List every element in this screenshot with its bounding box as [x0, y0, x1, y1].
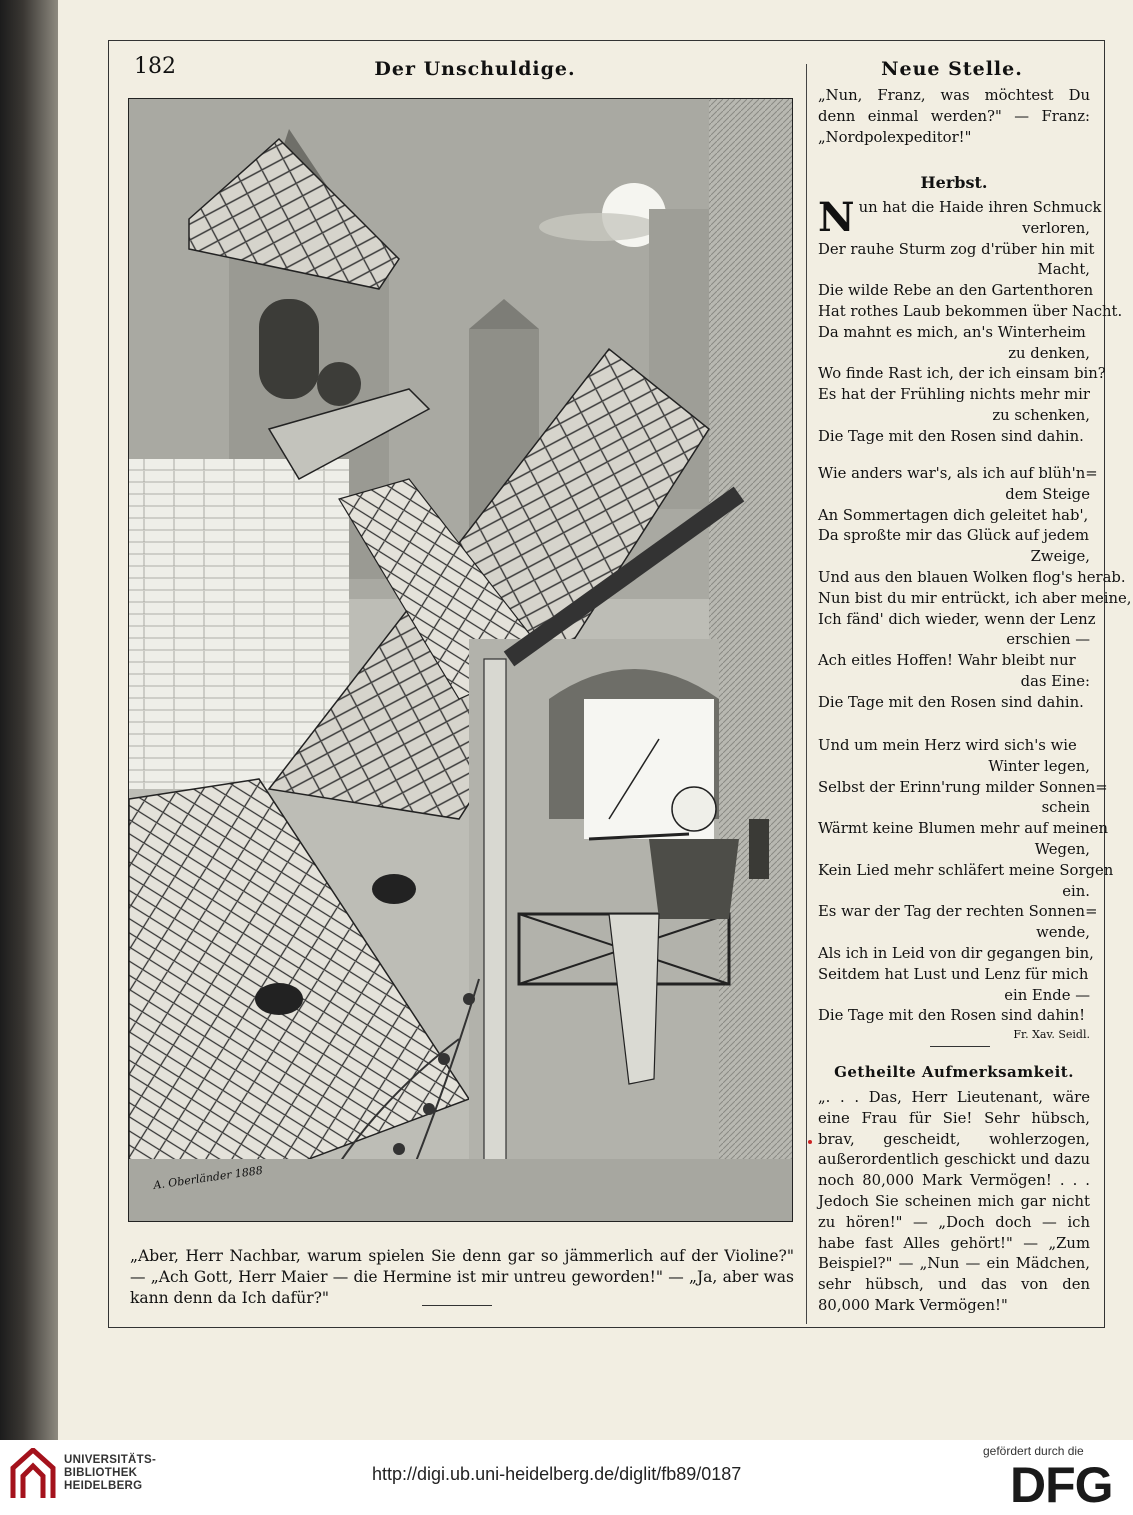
article-title-right: Neue Stelle.	[881, 58, 1023, 80]
poem-line: Die Tage mit den Rosen sind dahin.	[818, 427, 1084, 445]
column-divider	[806, 64, 807, 1324]
poem-line: Macht,	[1037, 261, 1090, 279]
artist-signature: A. Oberländer 1888	[152, 1163, 264, 1192]
section-rule	[930, 1046, 990, 1047]
poem-line: Hat rothes Laub bekommen über Nacht.	[818, 302, 1123, 320]
poem-line: un hat die Haide ihren Schmuck	[858, 199, 1102, 216]
herbst-poem-stanza-3	[818, 736, 1114, 1027]
library-line-2: BIBLIOTHEK	[64, 1467, 138, 1479]
poem-line: zu denken,	[1008, 344, 1090, 362]
aufmerksamkeit-title: Getheilte Aufmerksamkeit.	[834, 1063, 1074, 1081]
poem-line: Und um mein Herz wird sich's wie	[818, 737, 1077, 754]
herbst-poem-stanza-2	[818, 464, 1132, 714]
poem-line: das Eine:	[1020, 672, 1090, 690]
article-title-left: Der Unschuldige.	[374, 58, 576, 80]
poem-line: dem Steige	[1005, 485, 1090, 503]
poem-line: Die Tage mit den Rosen sind dahin!	[818, 1007, 1086, 1025]
poem-line: Winter legen,	[988, 757, 1090, 775]
poem-line: erschien —	[1006, 631, 1090, 649]
poem-line: Wo finde Rast ich, der ich einsam bin?	[818, 365, 1106, 383]
poem-line: Wegen,	[1034, 840, 1090, 858]
poem-line: wende,	[1036, 924, 1090, 942]
poem-line: Die Tage mit den Rosen sind dahin.	[818, 693, 1084, 711]
herbst-author: Fr. Xav. Seidl.	[1013, 1028, 1090, 1041]
engraving-illustration	[128, 98, 793, 1222]
poem-line: Und aus den blauen Wolken flog's herab.	[818, 568, 1126, 586]
dfg-logo: DFG	[1010, 1457, 1113, 1513]
neue-stelle-text: „Nun, Franz, was möchtest Du denn einmal werden?" — Franz: „Nordpolexpeditor!"	[818, 87, 1090, 146]
caption-rule	[422, 1305, 492, 1306]
library-name	[64, 1454, 156, 1493]
library-line-3: HEIDELBERG	[64, 1480, 143, 1492]
poem-line: Da mahnt es mich, an's Winterheim	[818, 323, 1086, 341]
poem-line: Ich fänd' dich wieder, wenn der Lenz	[818, 610, 1096, 628]
herbst-dropcap: N	[818, 194, 855, 241]
poem-line: Die wilde Rebe an den Gartenthoren	[818, 282, 1094, 300]
herbst-poem-stanza-1	[818, 194, 1123, 448]
red-ink-mark	[808, 1140, 812, 1144]
poem-line: Zweige,	[1030, 548, 1090, 566]
poem-line: ein.	[1062, 882, 1090, 900]
poem-line: Seitdem hat Lust und Lenz für mich	[818, 965, 1089, 983]
poem-line: Wie anders war's, als ich auf blüh'n=	[818, 465, 1098, 482]
book-binding	[0, 0, 58, 1440]
poem-line: Es war der Tag der rechten Sonnen=	[818, 903, 1098, 921]
poem-line: Da sproßte mir das Glück auf jedem	[818, 527, 1090, 545]
illustration-caption: „Aber, Herr Nachbar, warum spielen Sie denn gar so jämmerlich auf der Violine?" — „Ach Gott, Herr Maier — die Hermine ist mir untreu geworden!" — „Ja, aber was kann denn da Ich dafür?"	[130, 1247, 794, 1307]
poem-line: Nun bist du mir entrückt, ich aber meine,	[818, 589, 1132, 607]
funded-by-label: gefördert durch die	[983, 1444, 1084, 1458]
herbst-title: Herbst.	[920, 173, 988, 192]
poem-line: ein Ende —	[1004, 986, 1090, 1004]
poem-line: Kein Lied mehr schläfert meine Sorgen	[818, 861, 1114, 879]
illustration-drawing	[129, 99, 793, 1222]
poem-line: zu schenken,	[992, 406, 1090, 424]
stanza-1-lines	[818, 194, 1123, 448]
poem-line: An Sommertagen dich geleitet hab',	[818, 506, 1089, 524]
poem-line: Es hat der Frühling nichts mehr mir	[818, 386, 1090, 404]
library-line-1: UNIVERSITÄTS-	[64, 1454, 157, 1466]
poem-line: Ach eitles Hoffen! Wahr bleibt nur	[818, 652, 1076, 670]
poem-line: Selbst der Erinn'rung milder Sonnen=	[818, 778, 1108, 796]
library-logo-icon	[8, 1448, 58, 1500]
poem-line: Als ich in Leid von dir gegangen bin,	[818, 944, 1094, 962]
poem-line: verloren,	[1022, 219, 1090, 237]
source-url-link[interactable]: http://digi.ub.uni-heidelberg.de/diglit/fb89/0187	[372, 1464, 742, 1484]
poem-line: Der rauhe Sturm zog d'rüber hin mit	[818, 240, 1095, 258]
poem-line: schein	[1041, 799, 1090, 817]
aufmerksamkeit-text: „. . . Das, Herr Lieutenant, wäre eine Frau für Sie! Sehr hübsch, brav, gescheidt, wohlerzogen, außerordentlich geschickt und dazu noch 80,000 Mark Vermögen! . . . Jedoch Sie scheinen mich gar nicht zu hören!" — „Doch doch — ich habe fast Alles gehört!" — „Zum Beispiel?" — „Nun — ein Mädchen, sehr hübsch, und das von den 80,000 Mark Vermögen!"	[818, 1089, 1090, 1314]
poem-line: Wärmt keine Blumen mehr auf meinen	[818, 820, 1109, 838]
page-number: 182	[134, 54, 176, 79]
